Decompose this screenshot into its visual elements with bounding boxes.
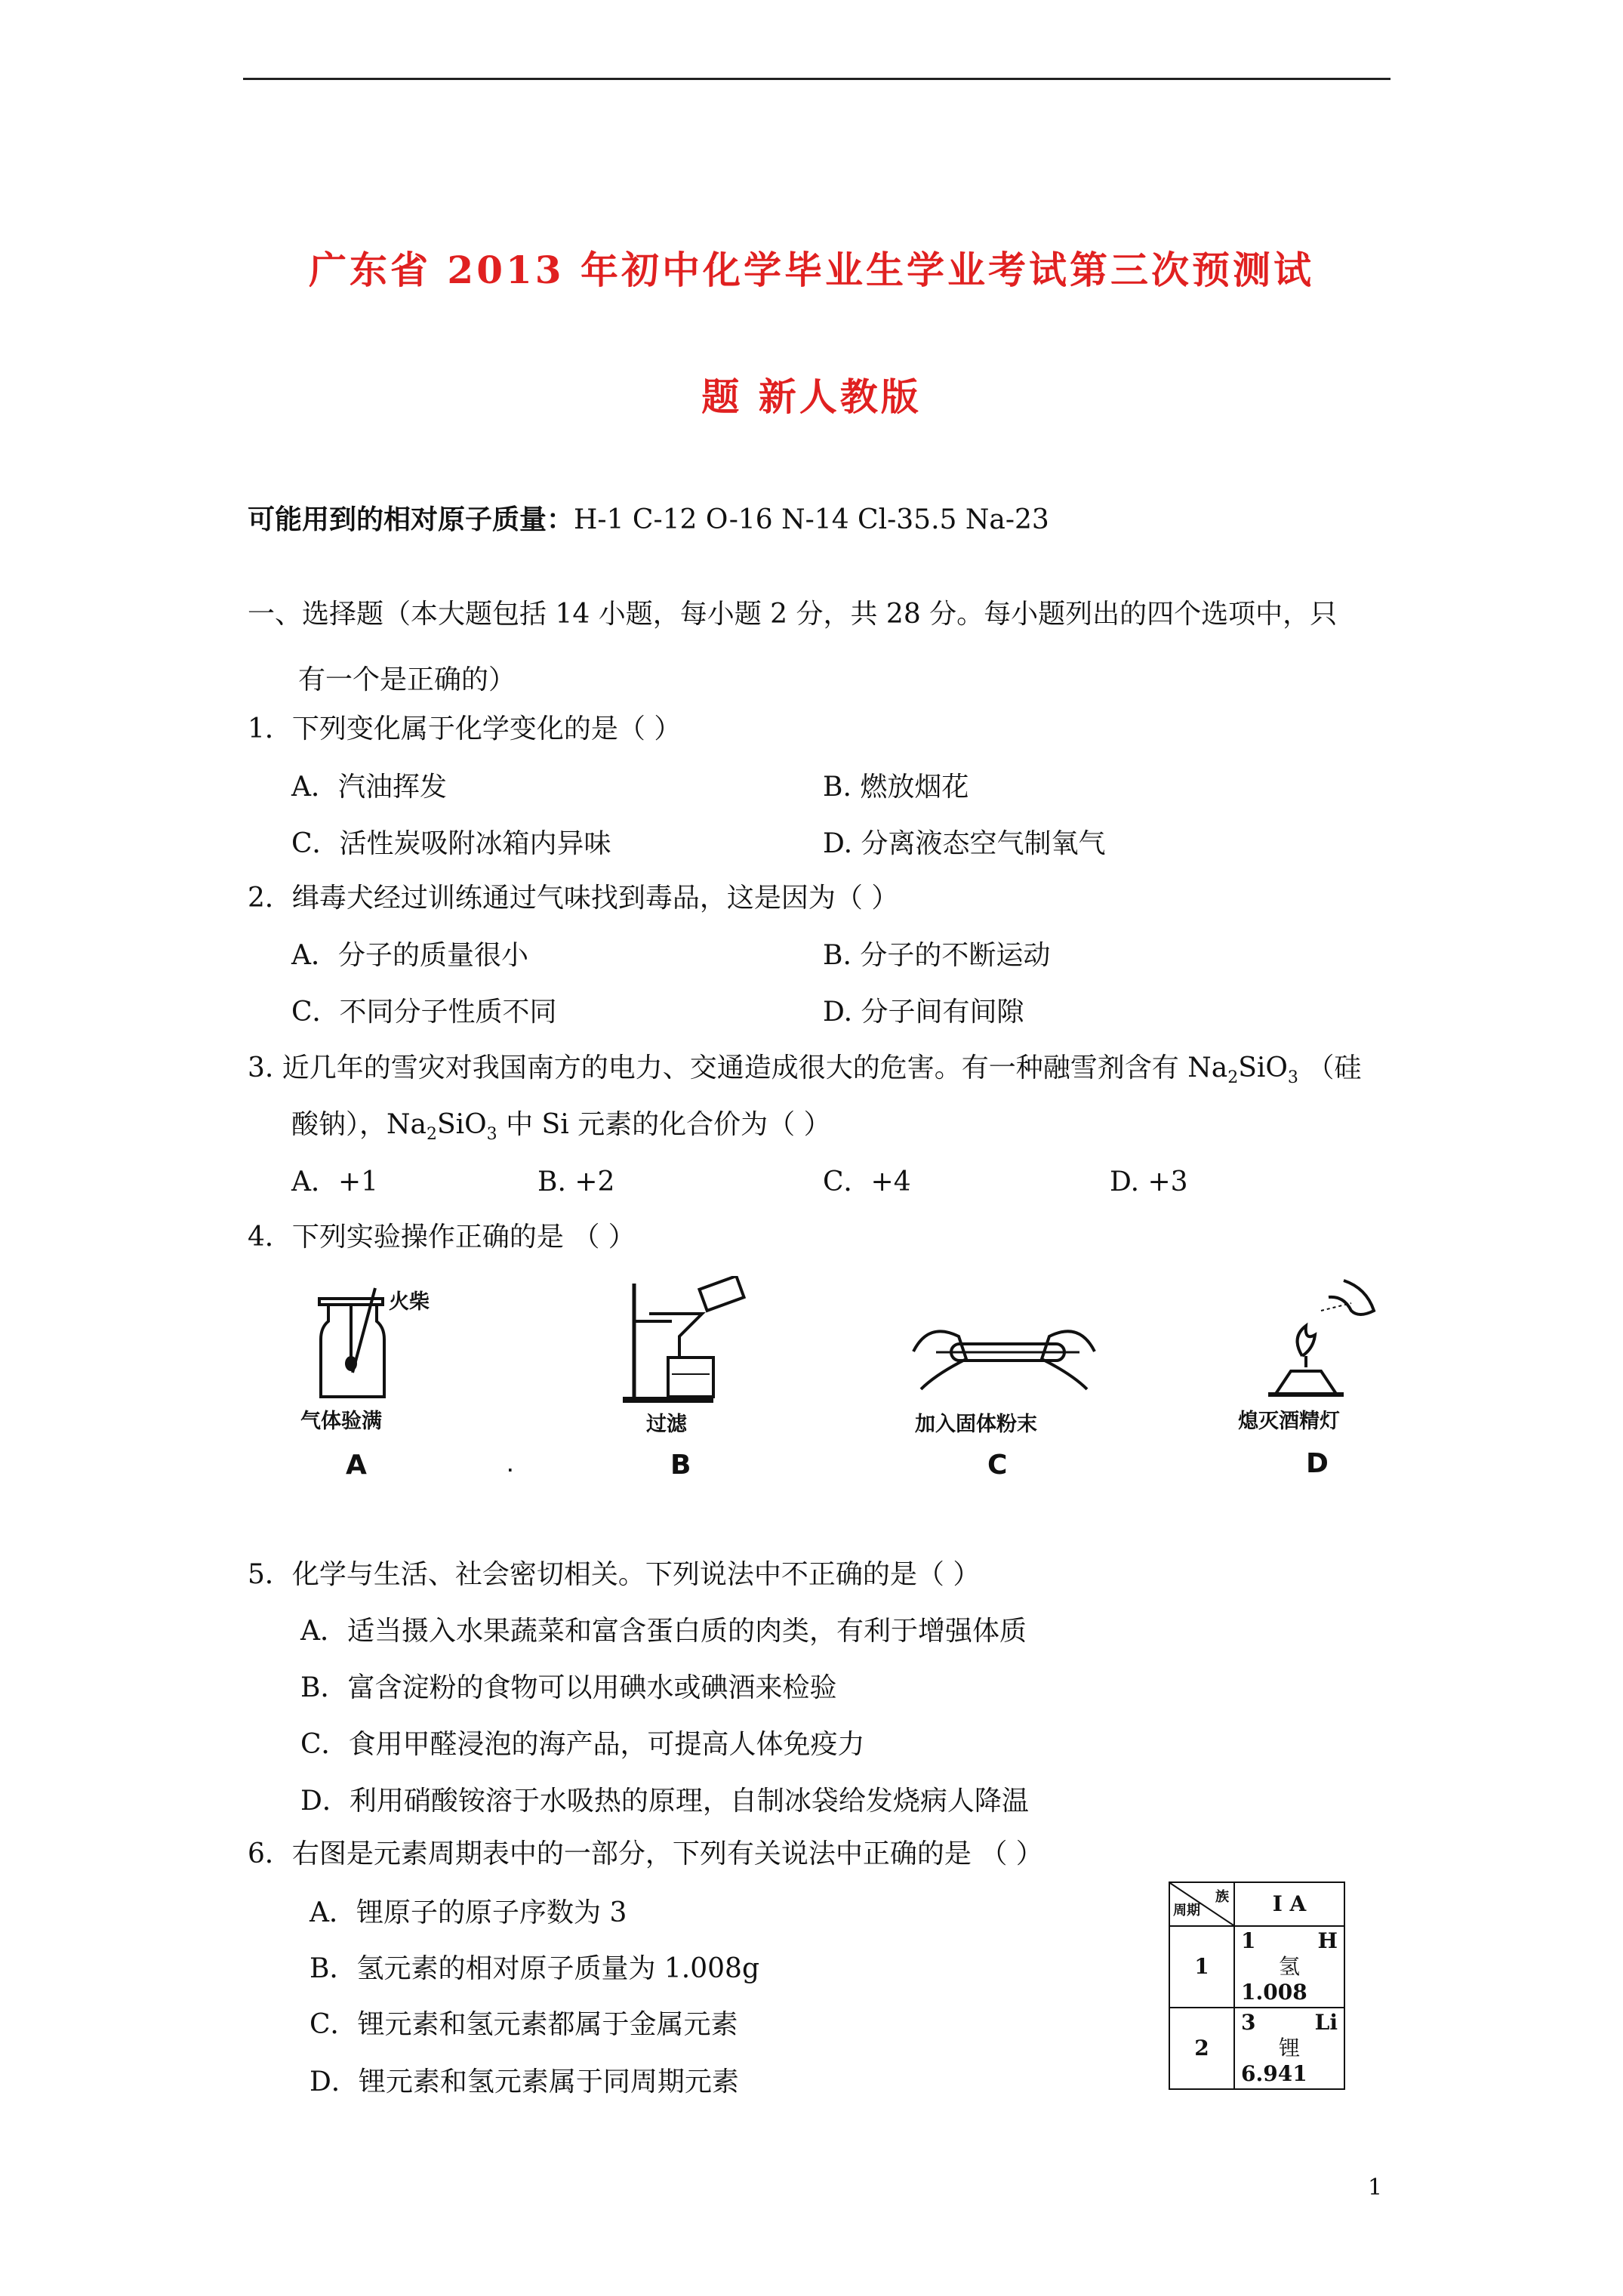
pt-h-number: 1 bbox=[1241, 1928, 1256, 1953]
pt-period-2: 2 bbox=[1169, 2008, 1234, 2089]
q2-option-b: B. 分子的不断运动 bbox=[823, 940, 1051, 971]
q1-option-c: C．活性炭吸附冰箱内异味 bbox=[291, 828, 611, 859]
pt-li-mass: 6.941 bbox=[1241, 2061, 1307, 2086]
q3-sub-3b: 3 bbox=[486, 1125, 497, 1145]
fig-a-caption: 气体验满 bbox=[300, 1410, 382, 1433]
q6-option-d: D．锂元素和氢元素属于同周期元素 bbox=[310, 2066, 739, 2097]
pt-li-number: 3 bbox=[1241, 2010, 1256, 2035]
q5-option-a: A．适当摄入水果蔬菜和富含蛋白质的肉类，有利于增强体质 bbox=[300, 1616, 1027, 1647]
pt-element-h bbox=[1234, 1926, 1344, 2008]
q3-sub-3: 3 bbox=[1287, 1068, 1298, 1088]
q5-option-b: B．富含淀粉的食物可以用碘水或碘酒来检验 bbox=[300, 1672, 837, 1703]
figure-d-extinguish-lamp bbox=[1261, 1265, 1389, 1401]
pt-period-label: 周期 bbox=[1173, 1903, 1200, 1918]
pt-element-li bbox=[1234, 2008, 1344, 2089]
q3-stem-line2 bbox=[291, 1108, 831, 1145]
q3-sub-2b: 2 bbox=[426, 1125, 437, 1145]
fig-a-letter: A bbox=[346, 1450, 367, 1481]
pt-h-name: 氢 bbox=[1278, 1954, 1300, 1979]
pt-li-symbol: Li bbox=[1314, 2010, 1338, 2035]
pt-h-symbol: H bbox=[1317, 1928, 1338, 1953]
fig-c-letter: C bbox=[987, 1450, 1008, 1481]
q3-text-c: 酸钠），Na bbox=[291, 1109, 427, 1140]
fig-d-letter: D bbox=[1306, 1448, 1329, 1479]
q1-stem: 1．下列变化属于化学变化的是（ ） bbox=[248, 713, 682, 744]
stray-dot: . bbox=[507, 1457, 513, 1475]
q3-stem-line1 bbox=[248, 1052, 1362, 1088]
figure-b-filtration bbox=[619, 1276, 770, 1412]
page-number: 1 bbox=[1368, 2174, 1383, 2201]
page-title-line1: 广东省 2013 年初中化学毕业生学业考试第三次预测试 bbox=[309, 248, 1314, 292]
q2-stem: 2．缉毒犬经过训练通过气味找到毒品，这是因为（ ） bbox=[248, 883, 899, 914]
pt-corner-cell bbox=[1169, 1882, 1234, 1926]
q3-sub-2: 2 bbox=[1227, 1068, 1239, 1088]
pt-h-mass: 1.008 bbox=[1241, 1980, 1307, 2005]
figure-c-add-powder bbox=[906, 1306, 1102, 1404]
q2-option-d: D. 分子间有间隙 bbox=[823, 997, 1024, 1028]
atomic-mass-values: H-1 C-12 O-16 N-14 Cl-35.5 Na-23 bbox=[574, 504, 1049, 535]
q1-option-a: A．汽油挥发 bbox=[291, 772, 447, 803]
q5-option-d: D．利用硝酸铵溶于水吸热的原理，自制冰袋给发烧病人降温 bbox=[300, 1786, 1029, 1817]
section1-heading: 一、选择题（本大题包括 14 小题，每小题 2 分，共 28 分。每小题列出的四个选项中，只 bbox=[248, 599, 1338, 630]
q3-sio3b: SiO bbox=[436, 1109, 487, 1140]
q6-stem: 6．右图是元素周期表中的一部分，下列有关说法中正确的是 （ ） bbox=[248, 1838, 1043, 1869]
pt-period-1: 1 bbox=[1169, 1926, 1234, 2008]
section1-heading-cont: 有一个是正确的） bbox=[298, 664, 516, 695]
atomic-mass-line bbox=[248, 503, 1049, 537]
pt-group-label: 族 bbox=[1215, 1889, 1229, 1905]
q3-option-c: C．+4 bbox=[823, 1166, 911, 1197]
q3-option-b: B. +2 bbox=[537, 1166, 615, 1197]
q3-option-d: D. +3 bbox=[1110, 1166, 1188, 1197]
q3-text-d: 中 Si 元素的化合价为（ ） bbox=[497, 1109, 831, 1140]
fig-b-letter: B bbox=[670, 1450, 691, 1481]
fig-a-match-label: 火柴 bbox=[389, 1290, 430, 1314]
header-rule bbox=[243, 78, 1390, 80]
q3-option-a: A．+1 bbox=[291, 1166, 379, 1197]
q1-option-d: D. 分离液态空气制氧气 bbox=[823, 828, 1106, 859]
fig-d-caption: 熄灭酒精灯 bbox=[1238, 1410, 1340, 1433]
q3-text-a: 3. 近几年的雪灾对我国南方的电力、交通造成很大的危害。有一种融雪剂含有 Na bbox=[248, 1052, 1228, 1083]
q2-option-a: A．分子的质量很小 bbox=[291, 940, 528, 971]
q1-option-b: B. 燃放烟花 bbox=[823, 772, 969, 803]
q3-sio3: SiO bbox=[1238, 1052, 1288, 1083]
fig-b-caption: 过滤 bbox=[646, 1413, 687, 1436]
pt-group-header: I A bbox=[1234, 1882, 1344, 1926]
page-title-line2: 题 新人教版 bbox=[701, 374, 922, 419]
pt-li-name: 锂 bbox=[1278, 2036, 1300, 2060]
q2-option-c: C．不同分子性质不同 bbox=[291, 997, 557, 1028]
q4-stem: 4．下列实验操作正确的是 （ ） bbox=[248, 1222, 636, 1253]
periodic-table-excerpt bbox=[1169, 1881, 1345, 2090]
q6-option-b: B．氢元素的相对原子质量为 1.008g bbox=[310, 1953, 760, 1984]
q5-stem: 5．化学与生活、社会密切相关。下列说法中不正确的是（ ） bbox=[248, 1559, 981, 1590]
q6-option-c: C．锂元素和氢元素都属于金属元素 bbox=[310, 2009, 738, 2040]
q6-option-a: A．锂原子的原子序数为 3 bbox=[310, 1897, 627, 1928]
q3-text-b: （硅 bbox=[1298, 1052, 1362, 1083]
atomic-mass-label: 可能用到的相对原子质量： bbox=[248, 504, 574, 535]
fig-c-caption: 加入固体粉末 bbox=[915, 1413, 1037, 1436]
q5-option-c: C．食用甲醛浸泡的海产品，可提高人体免疫力 bbox=[300, 1729, 865, 1760]
